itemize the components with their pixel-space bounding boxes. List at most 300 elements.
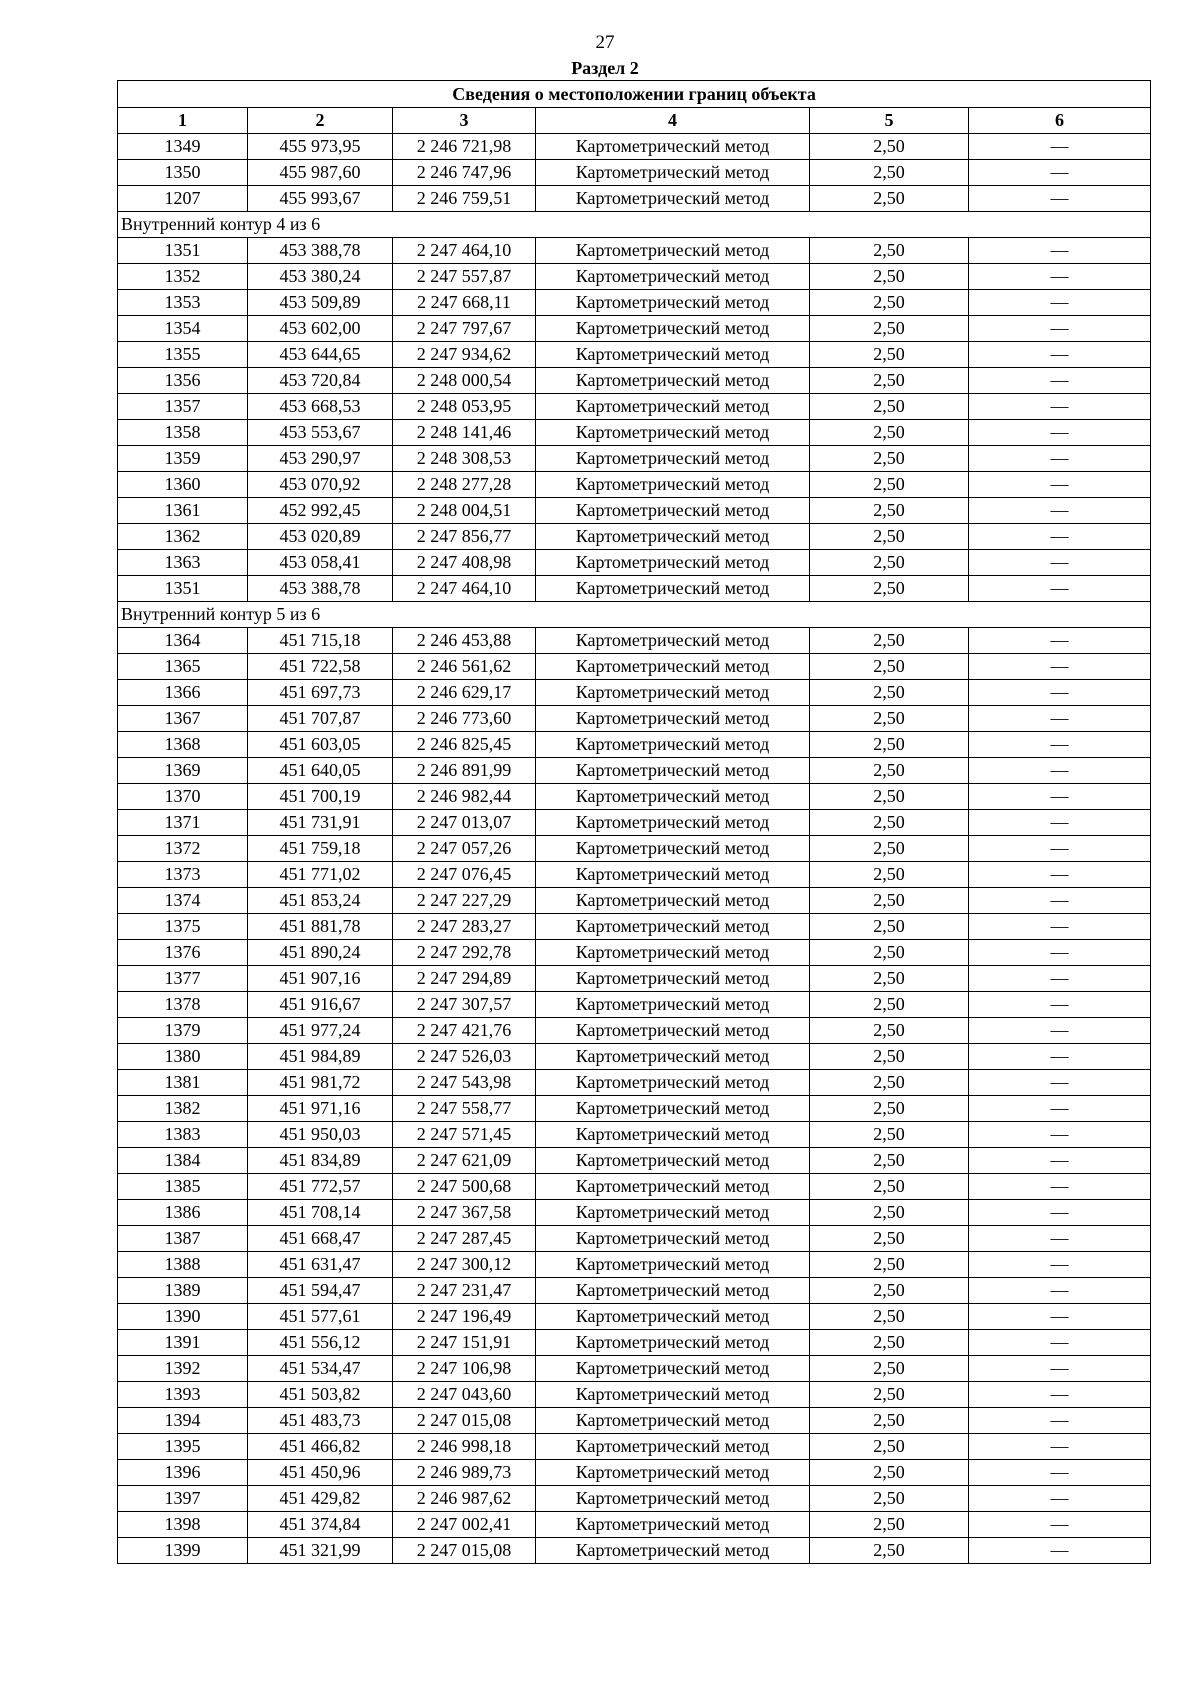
table-row: [118, 836, 1151, 862]
x-coordinate-cell: 451 722,58: [248, 654, 393, 680]
accuracy-cell: 2,50: [810, 836, 969, 862]
accuracy-cell: 2,50: [810, 1174, 969, 1200]
point-number-cell: 1371: [118, 810, 248, 836]
y-coordinate-cell: 2 246 453,88: [393, 628, 536, 654]
table-row: [118, 1304, 1151, 1330]
method-cell: Картометрический метод: [536, 1408, 810, 1434]
table-row: [118, 1070, 1151, 1096]
table-row: [118, 498, 1151, 524]
x-coordinate-cell: 451 950,03: [248, 1122, 393, 1148]
description-cell: —: [969, 394, 1151, 420]
description-cell: —: [969, 654, 1151, 680]
description-cell: —: [969, 784, 1151, 810]
method-cell: Картометрический метод: [536, 238, 810, 264]
table-row: [118, 784, 1151, 810]
accuracy-cell: 2,50: [810, 160, 969, 186]
table-row: [118, 472, 1151, 498]
table-row: [118, 1278, 1151, 1304]
accuracy-cell: 2,50: [810, 1434, 969, 1460]
accuracy-cell: 2,50: [810, 1486, 969, 1512]
method-cell: Картометрический метод: [536, 888, 810, 914]
section-title: Раздел 2: [571, 58, 639, 78]
point-number-cell: 1372: [118, 836, 248, 862]
accuracy-cell: 2,50: [810, 888, 969, 914]
y-coordinate-cell: 2 247 076,45: [393, 862, 536, 888]
description-cell: —: [969, 134, 1151, 160]
point-number-cell: 1358: [118, 420, 248, 446]
table-row: [118, 1434, 1151, 1460]
x-coordinate-cell: 451 668,47: [248, 1226, 393, 1252]
description-cell: —: [969, 1278, 1151, 1304]
y-coordinate-cell: 2 247 283,27: [393, 914, 536, 940]
method-cell: Картометрический метод: [536, 576, 810, 602]
method-cell: Картометрический метод: [536, 1044, 810, 1070]
method-cell: Картометрический метод: [536, 836, 810, 862]
y-coordinate-cell: 2 248 277,28: [393, 472, 536, 498]
point-number-cell: 1367: [118, 706, 248, 732]
point-number-cell: 1351: [118, 576, 248, 602]
method-cell: Картометрический метод: [536, 134, 810, 160]
x-coordinate-cell: 453 388,78: [248, 238, 393, 264]
description-cell: —: [969, 238, 1151, 264]
accuracy-cell: 2,50: [810, 238, 969, 264]
accuracy-cell: 2,50: [810, 550, 969, 576]
method-cell: Картометрический метод: [536, 1330, 810, 1356]
method-cell: Картометрический метод: [536, 342, 810, 368]
description-cell: —: [969, 1252, 1151, 1278]
description-cell: —: [969, 1096, 1151, 1122]
method-cell: Картометрический метод: [536, 680, 810, 706]
method-cell: Картометрический метод: [536, 394, 810, 420]
description-cell: —: [969, 446, 1151, 472]
y-coordinate-cell: 2 247 015,08: [393, 1408, 536, 1434]
column-header-row: [118, 108, 1151, 134]
description-cell: —: [969, 420, 1151, 446]
table-row: [118, 992, 1151, 1018]
table-row: [118, 238, 1151, 264]
method-cell: Картометрический метод: [536, 290, 810, 316]
y-coordinate-cell: 2 248 141,46: [393, 420, 536, 446]
description-cell: —: [969, 342, 1151, 368]
accuracy-cell: 2,50: [810, 186, 969, 212]
y-coordinate-cell: 2 247 106,98: [393, 1356, 536, 1382]
y-coordinate-cell: 2 247 015,08: [393, 1538, 536, 1564]
table-row: [118, 810, 1151, 836]
y-coordinate-cell: 2 247 287,45: [393, 1226, 536, 1252]
table-row: [118, 524, 1151, 550]
accuracy-cell: 2,50: [810, 966, 969, 992]
method-cell: Картометрический метод: [536, 1278, 810, 1304]
method-cell: Картометрический метод: [536, 862, 810, 888]
x-coordinate-cell: 451 759,18: [248, 836, 393, 862]
table-row: [118, 316, 1151, 342]
x-coordinate-cell: 451 700,19: [248, 784, 393, 810]
description-cell: —: [969, 940, 1151, 966]
accuracy-cell: 2,50: [810, 758, 969, 784]
x-coordinate-cell: 455 973,95: [248, 134, 393, 160]
x-coordinate-cell: 453 509,89: [248, 290, 393, 316]
x-coordinate-cell: 451 603,05: [248, 732, 393, 758]
accuracy-cell: 2,50: [810, 1096, 969, 1122]
table-row: [118, 940, 1151, 966]
x-coordinate-cell: 453 720,84: [248, 368, 393, 394]
column-header: 6: [969, 108, 1151, 134]
point-number-cell: 1387: [118, 1226, 248, 1252]
y-coordinate-cell: 2 247 151,91: [393, 1330, 536, 1356]
table-row: [118, 160, 1151, 186]
method-cell: Картометрический метод: [536, 1460, 810, 1486]
table-row: [118, 1018, 1151, 1044]
y-coordinate-cell: 2 247 934,62: [393, 342, 536, 368]
table-row: [118, 420, 1151, 446]
x-coordinate-cell: 451 834,89: [248, 1148, 393, 1174]
description-cell: —: [969, 1460, 1151, 1486]
point-number-cell: 1393: [118, 1382, 248, 1408]
method-cell: Картометрический метод: [536, 186, 810, 212]
x-coordinate-cell: 451 429,82: [248, 1486, 393, 1512]
y-coordinate-cell: 2 247 196,49: [393, 1304, 536, 1330]
point-number-cell: 1385: [118, 1174, 248, 1200]
description-cell: —: [969, 1200, 1151, 1226]
accuracy-cell: 2,50: [810, 1044, 969, 1070]
description-cell: —: [969, 290, 1151, 316]
description-cell: —: [969, 1122, 1151, 1148]
x-coordinate-cell: 451 577,61: [248, 1304, 393, 1330]
accuracy-cell: 2,50: [810, 1018, 969, 1044]
table-row: [118, 758, 1151, 784]
accuracy-cell: 2,50: [810, 1070, 969, 1096]
x-coordinate-cell: 453 058,41: [248, 550, 393, 576]
x-coordinate-cell: 453 668,53: [248, 394, 393, 420]
accuracy-cell: 2,50: [810, 1200, 969, 1226]
method-cell: Картометрический метод: [536, 160, 810, 186]
method-cell: Картометрический метод: [536, 940, 810, 966]
accuracy-cell: 2,50: [810, 472, 969, 498]
method-cell: Картометрический метод: [536, 914, 810, 940]
table-body: [118, 134, 1151, 1564]
point-number-cell: 1207: [118, 186, 248, 212]
method-cell: Картометрический метод: [536, 758, 810, 784]
x-coordinate-cell: 451 715,18: [248, 628, 393, 654]
point-number-cell: 1374: [118, 888, 248, 914]
table-row: [118, 1174, 1151, 1200]
point-number-cell: 1396: [118, 1460, 248, 1486]
method-cell: Картометрический метод: [536, 1382, 810, 1408]
y-coordinate-cell: 2 247 421,76: [393, 1018, 536, 1044]
accuracy-cell: 2,50: [810, 628, 969, 654]
table-row: [118, 966, 1151, 992]
accuracy-cell: 2,50: [810, 420, 969, 446]
method-cell: Картометрический метод: [536, 1174, 810, 1200]
x-coordinate-cell: 451 853,24: [248, 888, 393, 914]
point-number-cell: 1360: [118, 472, 248, 498]
point-number-cell: 1357: [118, 394, 248, 420]
x-coordinate-cell: 451 556,12: [248, 1330, 393, 1356]
accuracy-cell: 2,50: [810, 810, 969, 836]
point-number-cell: 1379: [118, 1018, 248, 1044]
x-coordinate-cell: 453 602,00: [248, 316, 393, 342]
point-number-cell: 1376: [118, 940, 248, 966]
point-number-cell: 1382: [118, 1096, 248, 1122]
x-coordinate-cell: 453 380,24: [248, 264, 393, 290]
description-cell: —: [969, 1382, 1151, 1408]
x-coordinate-cell: 451 771,02: [248, 862, 393, 888]
x-coordinate-cell: 451 916,67: [248, 992, 393, 1018]
method-cell: Картометрический метод: [536, 628, 810, 654]
x-coordinate-cell: 453 070,92: [248, 472, 393, 498]
table-row: [118, 914, 1151, 940]
contour-label: Внутренний контур 5 из 6: [118, 602, 1151, 628]
table-row: [118, 628, 1151, 654]
table-row: [118, 1512, 1151, 1538]
table-row: [118, 550, 1151, 576]
y-coordinate-cell: 2 247 057,26: [393, 836, 536, 862]
accuracy-cell: 2,50: [810, 1408, 969, 1434]
x-coordinate-cell: 451 503,82: [248, 1382, 393, 1408]
x-coordinate-cell: 451 977,24: [248, 1018, 393, 1044]
point-number-cell: 1373: [118, 862, 248, 888]
x-coordinate-cell: 453 020,89: [248, 524, 393, 550]
method-cell: Картометрический метод: [536, 1252, 810, 1278]
accuracy-cell: 2,50: [810, 1278, 969, 1304]
x-coordinate-cell: 453 388,78: [248, 576, 393, 602]
point-number-cell: 1369: [118, 758, 248, 784]
accuracy-cell: 2,50: [810, 1538, 969, 1564]
y-coordinate-cell: 2 247 856,77: [393, 524, 536, 550]
method-cell: Картометрический метод: [536, 550, 810, 576]
description-cell: —: [969, 1148, 1151, 1174]
table-row: [118, 264, 1151, 290]
description-cell: —: [969, 888, 1151, 914]
table-row: [118, 732, 1151, 758]
table-caption-row: [118, 81, 1151, 108]
description-cell: —: [969, 992, 1151, 1018]
x-coordinate-cell: 451 594,47: [248, 1278, 393, 1304]
accuracy-cell: 2,50: [810, 342, 969, 368]
table-row: [118, 576, 1151, 602]
point-number-cell: 1349: [118, 134, 248, 160]
description-cell: —: [969, 1434, 1151, 1460]
table-row: [118, 654, 1151, 680]
y-coordinate-cell: 2 247 294,89: [393, 966, 536, 992]
point-number-cell: 1384: [118, 1148, 248, 1174]
table-row: [118, 186, 1151, 212]
y-coordinate-cell: 2 247 227,29: [393, 888, 536, 914]
description-cell: —: [969, 966, 1151, 992]
method-cell: Картометрический метод: [536, 706, 810, 732]
contour-row: [118, 602, 1151, 628]
description-cell: —: [969, 576, 1151, 602]
table-row: [118, 706, 1151, 732]
x-coordinate-cell: 451 971,16: [248, 1096, 393, 1122]
point-number-cell: 1392: [118, 1356, 248, 1382]
x-coordinate-cell: 451 981,72: [248, 1070, 393, 1096]
point-number-cell: 1370: [118, 784, 248, 810]
x-coordinate-cell: 451 640,05: [248, 758, 393, 784]
method-cell: Картометрический метод: [536, 368, 810, 394]
x-coordinate-cell: 451 483,73: [248, 1408, 393, 1434]
accuracy-cell: 2,50: [810, 1512, 969, 1538]
table-row: [118, 1226, 1151, 1252]
point-number-cell: 1351: [118, 238, 248, 264]
table-row: [118, 1044, 1151, 1070]
description-cell: —: [969, 680, 1151, 706]
y-coordinate-cell: 2 247 464,10: [393, 238, 536, 264]
method-cell: Картометрический метод: [536, 1200, 810, 1226]
table-row: [118, 1538, 1151, 1564]
method-cell: Картометрический метод: [536, 1018, 810, 1044]
accuracy-cell: 2,50: [810, 1330, 969, 1356]
description-cell: —: [969, 1226, 1151, 1252]
x-coordinate-cell: 451 466,82: [248, 1434, 393, 1460]
table-row: [118, 1122, 1151, 1148]
x-coordinate-cell: 451 534,47: [248, 1356, 393, 1382]
method-cell: Картометрический метод: [536, 472, 810, 498]
accuracy-cell: 2,50: [810, 1122, 969, 1148]
point-number-cell: 1354: [118, 316, 248, 342]
y-coordinate-cell: 2 246 629,17: [393, 680, 536, 706]
column-header: 4: [536, 108, 810, 134]
point-number-cell: 1361: [118, 498, 248, 524]
accuracy-cell: 2,50: [810, 498, 969, 524]
description-cell: —: [969, 1486, 1151, 1512]
point-number-cell: 1378: [118, 992, 248, 1018]
page-number: 27: [595, 32, 615, 53]
point-number-cell: 1363: [118, 550, 248, 576]
y-coordinate-cell: 2 246 773,60: [393, 706, 536, 732]
description-cell: —: [969, 550, 1151, 576]
accuracy-cell: 2,50: [810, 290, 969, 316]
y-coordinate-cell: 2 246 747,96: [393, 160, 536, 186]
description-cell: —: [969, 1018, 1151, 1044]
accuracy-cell: 2,50: [810, 394, 969, 420]
table-row: [118, 1486, 1151, 1512]
y-coordinate-cell: 2 247 300,12: [393, 1252, 536, 1278]
y-coordinate-cell: 2 247 231,47: [393, 1278, 536, 1304]
method-cell: Картометрический метод: [536, 1356, 810, 1382]
point-number-cell: 1353: [118, 290, 248, 316]
description-cell: —: [969, 706, 1151, 732]
table-row: [118, 1252, 1151, 1278]
accuracy-cell: 2,50: [810, 1304, 969, 1330]
point-number-cell: 1399: [118, 1538, 248, 1564]
method-cell: Картометрический метод: [536, 1512, 810, 1538]
method-cell: Картометрический метод: [536, 732, 810, 758]
y-coordinate-cell: 2 246 759,51: [393, 186, 536, 212]
y-coordinate-cell: 2 246 998,18: [393, 1434, 536, 1460]
method-cell: Картометрический метод: [536, 1122, 810, 1148]
accuracy-cell: 2,50: [810, 1148, 969, 1174]
contour-row: [118, 212, 1151, 238]
accuracy-cell: 2,50: [810, 1252, 969, 1278]
column-header: 3: [393, 108, 536, 134]
point-number-cell: 1362: [118, 524, 248, 550]
column-header: 2: [248, 108, 393, 134]
method-cell: Картометрический метод: [536, 966, 810, 992]
method-cell: Картометрический метод: [536, 316, 810, 342]
description-cell: —: [969, 758, 1151, 784]
point-number-cell: 1365: [118, 654, 248, 680]
point-number-cell: 1395: [118, 1434, 248, 1460]
point-number-cell: 1375: [118, 914, 248, 940]
accuracy-cell: 2,50: [810, 1356, 969, 1382]
description-cell: —: [969, 862, 1151, 888]
y-coordinate-cell: 2 248 000,54: [393, 368, 536, 394]
description-cell: —: [969, 498, 1151, 524]
description-cell: —: [969, 1330, 1151, 1356]
description-cell: —: [969, 1044, 1151, 1070]
x-coordinate-cell: 453 553,67: [248, 420, 393, 446]
point-number-cell: 1380: [118, 1044, 248, 1070]
accuracy-cell: 2,50: [810, 914, 969, 940]
point-number-cell: 1390: [118, 1304, 248, 1330]
x-coordinate-cell: 453 644,65: [248, 342, 393, 368]
y-coordinate-cell: 2 247 571,45: [393, 1122, 536, 1148]
method-cell: Картометрический метод: [536, 1538, 810, 1564]
x-coordinate-cell: 451 890,24: [248, 940, 393, 966]
x-coordinate-cell: 451 631,47: [248, 1252, 393, 1278]
method-cell: Картометрический метод: [536, 498, 810, 524]
y-coordinate-cell: 2 247 464,10: [393, 576, 536, 602]
table-row: [118, 342, 1151, 368]
accuracy-cell: 2,50: [810, 264, 969, 290]
x-coordinate-cell: 451 772,57: [248, 1174, 393, 1200]
accuracy-cell: 2,50: [810, 680, 969, 706]
point-number-cell: 1397: [118, 1486, 248, 1512]
x-coordinate-cell: 451 707,87: [248, 706, 393, 732]
y-coordinate-cell: 2 247 621,09: [393, 1148, 536, 1174]
x-coordinate-cell: 451 881,78: [248, 914, 393, 940]
point-number-cell: 1389: [118, 1278, 248, 1304]
point-number-cell: 1381: [118, 1070, 248, 1096]
x-coordinate-cell: 451 697,73: [248, 680, 393, 706]
method-cell: Картометрический метод: [536, 1304, 810, 1330]
column-header: 5: [810, 108, 969, 134]
description-cell: —: [969, 914, 1151, 940]
table-row: [118, 394, 1151, 420]
y-coordinate-cell: 2 247 526,03: [393, 1044, 536, 1070]
table-row: [118, 888, 1151, 914]
accuracy-cell: 2,50: [810, 940, 969, 966]
y-coordinate-cell: 2 247 013,07: [393, 810, 536, 836]
y-coordinate-cell: 2 246 825,45: [393, 732, 536, 758]
description-cell: —: [969, 628, 1151, 654]
accuracy-cell: 2,50: [810, 1382, 969, 1408]
y-coordinate-cell: 2 246 989,73: [393, 1460, 536, 1486]
description-cell: —: [969, 810, 1151, 836]
accuracy-cell: 2,50: [810, 732, 969, 758]
method-cell: Картометрический метод: [536, 1070, 810, 1096]
point-number-cell: 1398: [118, 1512, 248, 1538]
y-coordinate-cell: 2 246 561,62: [393, 654, 536, 680]
y-coordinate-cell: 2 247 500,68: [393, 1174, 536, 1200]
method-cell: Картометрический метод: [536, 654, 810, 680]
x-coordinate-cell: 451 984,89: [248, 1044, 393, 1070]
accuracy-cell: 2,50: [810, 524, 969, 550]
accuracy-cell: 2,50: [810, 862, 969, 888]
point-number-cell: 1356: [118, 368, 248, 394]
description-cell: —: [969, 524, 1151, 550]
table-row: [118, 368, 1151, 394]
accuracy-cell: 2,50: [810, 368, 969, 394]
accuracy-cell: 2,50: [810, 134, 969, 160]
y-coordinate-cell: 2 248 053,95: [393, 394, 536, 420]
description-cell: —: [969, 836, 1151, 862]
y-coordinate-cell: 2 247 292,78: [393, 940, 536, 966]
point-number-cell: 1377: [118, 966, 248, 992]
y-coordinate-cell: 2 247 408,98: [393, 550, 536, 576]
boundary-table: [117, 80, 1151, 1564]
